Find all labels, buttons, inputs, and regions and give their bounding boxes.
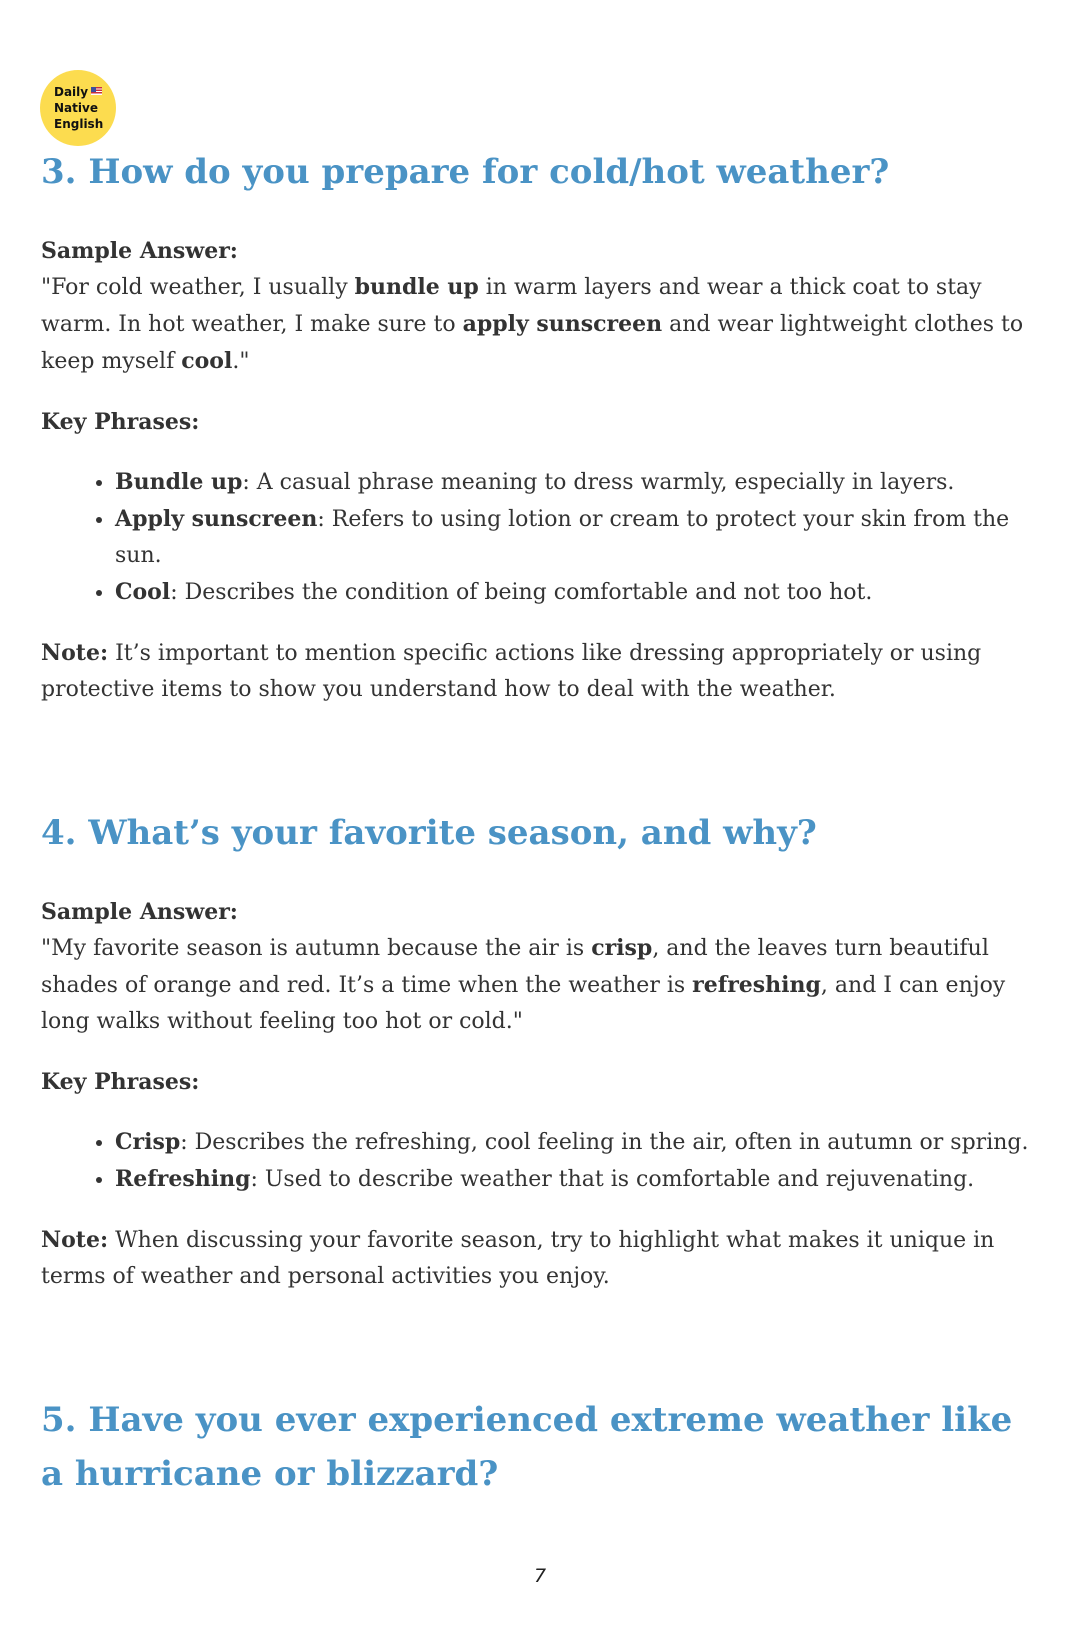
note-paragraph — [41, 1222, 1041, 1295]
phrase-definition: : Describes the condition of being comfortable and not too hot. — [170, 580, 873, 605]
us-flag-icon — [91, 87, 102, 95]
phrase-definition: : A casual phrase meaning to dress warmly, especially in layers. — [242, 470, 955, 495]
question-section-5 — [41, 1393, 1041, 1501]
answer-keyword: apply sunscreen — [462, 311, 663, 337]
note-label: Note: — [41, 1227, 109, 1253]
question-section-3 — [41, 145, 1041, 708]
key-phrases-list — [41, 1124, 1041, 1198]
answer-text: , and the leaves turn beautiful shades of orange and red. It’s a time when the weather is — [41, 936, 989, 998]
answer-keyword: cool — [181, 348, 233, 374]
question-section-4 — [41, 806, 1041, 1295]
answer-text: , and I can enjoy long walks without feeling too hot or cold." — [41, 973, 1006, 1034]
key-phrases-label: Key Phrases: — [41, 1069, 200, 1095]
answer-keyword: crisp — [591, 935, 653, 961]
phrase-term: Refreshing — [115, 1166, 251, 1192]
brand-line-1-text: Daily — [54, 85, 89, 99]
note-text: It’s important to mention specific actions like dressing appropriately or using protective items to show you understand how to deal with the weather. — [41, 641, 982, 702]
phrase-term: Crisp — [115, 1129, 181, 1155]
main-content — [41, 145, 1041, 1501]
note-label: Note: — [41, 640, 109, 666]
brand-line-2: Native — [54, 101, 98, 115]
answer-text: in warm layers and wear a thick coat to stay warm. In hot weather, I make sure to — [41, 275, 982, 337]
key-phrases-list — [41, 464, 1041, 611]
note-paragraph — [41, 635, 1041, 708]
brand-logo — [40, 70, 116, 146]
answer-text: "My favorite season is autumn because the air is — [41, 936, 592, 961]
sample-answer-label: Sample Answer: — [41, 899, 238, 925]
sample-answer-text — [41, 930, 1041, 1040]
phrase-definition: : Describes the refreshing, cool feeling in the air, often in autumn or spring. — [180, 1130, 1029, 1155]
answer-text: ." — [232, 349, 250, 374]
answer-keyword: refreshing — [692, 972, 821, 998]
question-heading: 4. What’s your favorite season, and why? — [41, 813, 817, 853]
page-number: 7 — [533, 1565, 547, 1587]
question-heading: 3. How do you prepare for cold/hot weather? — [41, 152, 890, 192]
brand-line-3: English — [54, 117, 104, 131]
phrase-term: Bundle up — [115, 469, 243, 495]
list-item — [115, 1161, 1041, 1198]
list-item — [115, 501, 1041, 574]
list-item — [115, 1124, 1041, 1161]
brand-line-1 — [54, 84, 116, 100]
question-heading: 5. Have you ever experienced extreme weather like a hurricane or blizzard? — [41, 1400, 1013, 1494]
answer-text: "For cold weather, I usually — [41, 275, 355, 300]
phrase-term: Cool — [115, 579, 171, 605]
key-phrases-label: Key Phrases: — [41, 409, 200, 435]
list-item — [115, 464, 1041, 501]
sample-answer-label: Sample Answer: — [41, 238, 238, 264]
list-item — [115, 574, 1041, 611]
sample-answer-text — [41, 269, 1041, 380]
answer-keyword: bundle up — [354, 274, 479, 300]
phrase-term: Apply sunscreen — [115, 506, 318, 532]
answer-text: and wear lightweight clothes to keep myself — [41, 312, 1024, 374]
note-text: When discussing your favorite season, try to highlight what makes it unique in terms of weather and personal activities you enjoy. — [41, 1228, 995, 1289]
phrase-definition: : Refers to using lotion or cream to protect your skin from the sun. — [115, 507, 1010, 568]
phrase-definition: : Used to describe weather that is comfortable and rejuvenating. — [250, 1167, 975, 1192]
